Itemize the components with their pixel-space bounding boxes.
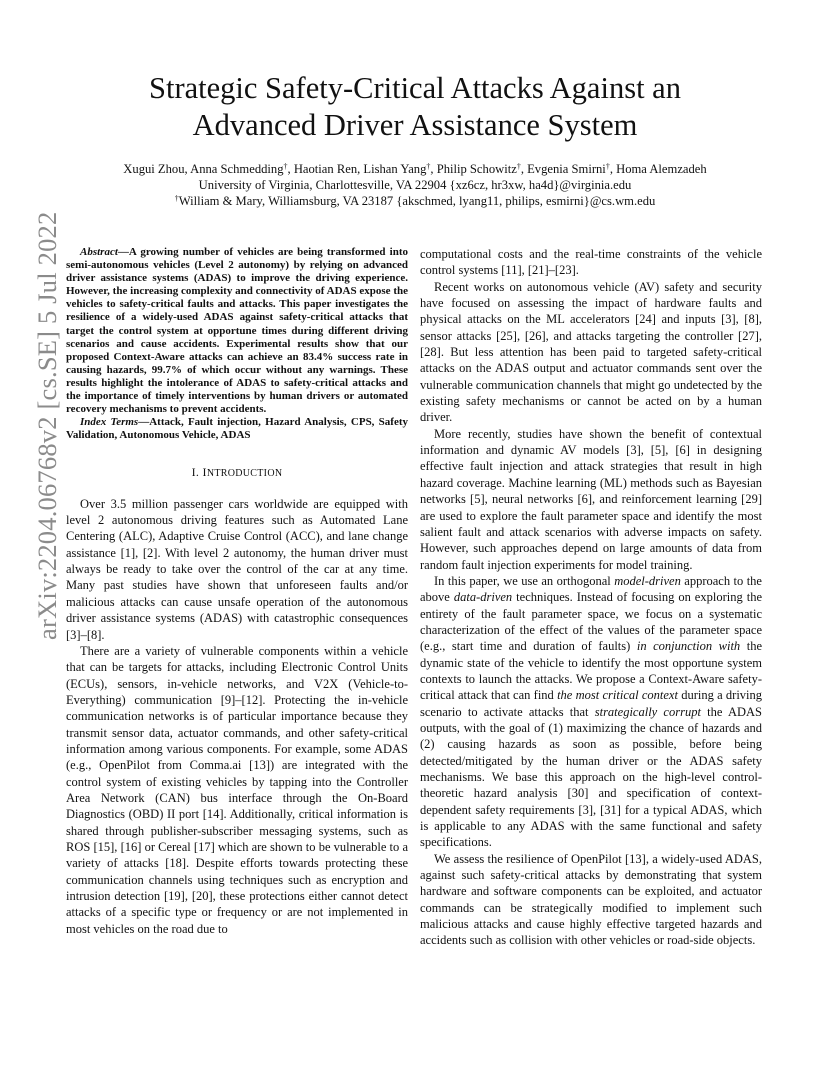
affiliation-wm (60, 193, 770, 209)
index-terms (66, 416, 408, 442)
abstract (66, 246, 408, 416)
left-column (66, 246, 408, 937)
abstract-lead: Abstract (80, 246, 118, 258)
author-group-1: Xugui Zhou, Anna Schmedding (123, 162, 284, 176)
author-group-3: , Philip Schowitz (430, 162, 517, 176)
dagger-mark: † (516, 162, 521, 171)
intro-paragraph-4: More recently, studies have shown the benefit of contextual information and dynamic AV models [3], [5], [6] in designing effective fault injection and attack strategies that result in high hazard coverage. Machine learning (ML) methods such as Bayesian networks [5], neural networks [6], and reinforcement learning [29] are used to explore the fault parameter space and identify the most salient fault and attack scenarios with adverse impacts on safety. However, such approaches depend on large amounts of data from random fault injection experiments for model training. (420, 426, 762, 572)
author-block (60, 161, 770, 209)
index-terms-body: —Attack, Fault injection, Hazard Analysis, CPS, Safety Validation, Autonomous Vehicle, ADAS (66, 416, 408, 442)
text-run: techniques. Instead of focusing on exploring the entirety of the fault parameter space, we focus on a systematic characterization of the effect of the values of the parameter space (e.g., start time and duration of faults) (420, 590, 762, 654)
right-column (420, 246, 762, 949)
author-group-4: , Evgenia Smirni (520, 162, 606, 176)
title-line-2: Advanced Driver Assistance System (192, 108, 638, 142)
section-title-initial: I (202, 465, 207, 480)
intro-paragraph-2: There are a variety of vulnerable components within a vehicle that can be targets for attacks, including Electronic Control Units (ECUs), sensors, in-vehicle networks, and V2X (Vehicle-to-Everything) communication [9]–[12]. Protecting the in-vehicle communication networks is of particular importance because they transmit sensor data, actuator commands, and other safety-critical information among various components. For example, some ADAS (e.g., OpenPilot from Comma.ai [13]) are integrated with the control system of existing vehicles by tapping into the Controller Area Network (CAN) bus interface through the On-Board Diagnostics (OBD) II port [14]. Additionally, critical information is shared through publisher-subscriber messaging systems, such as ROS [15], [16] or Cereal [17] which are shown to be vulnerable to a variety of attacks [18]. Despite efforts towards protecting these communication channels using techniques such as encryption and intrusion detection [19], [20], these protections either cannot detect attacks of a specific type or frequency or are not implemented in most vehicles on the road due to (66, 643, 408, 936)
emphasis-run: data-driven (453, 590, 513, 605)
section-heading-introduction (66, 464, 408, 482)
intro-paragraph-3: Recent works on autonomous vehicle (AV) safety and security have focused on assessing the impact of hardware faults and physical attacks on the ML accelerators [24] and inputs [3], [8], sensor attacks [25], [26], and attacks targeting the controller [27], [28]. But less attention has been paid to targeted safety-critical attacks on the ADAS output and actuator commands sent over the vulnerable communication channels that might go undetected by the existing safety mechanisms or cannot be acted on by a human driver. (420, 279, 762, 425)
text-run: approach to the above (420, 573, 762, 605)
dagger-mark: † (283, 162, 288, 171)
arxiv-side-label[interactable]: arXiv:2204.06768v2 [cs.SE] 5 Jul 2022 (32, 211, 62, 640)
dagger-mark: † (426, 162, 431, 171)
author-group-2: , Haotian Ren, Lishan Yang (287, 162, 427, 176)
emphasis-run: model-driven (614, 573, 681, 588)
section-number: I. (191, 465, 200, 480)
intro-paragraph-6: We assess the resilience of OpenPilot [13], a widely-used ADAS, against such safety-critical attacks by demonstrating that system hardware and software components can be exploited, and actuator commands can be strategically modified to implement such malicious attacks and cause highly effective targeted hazards and accidents such as collision with other vehicles or road-side objects. (420, 851, 762, 948)
intro-paragraph-1: Over 3.5 million passenger cars worldwide are equipped with level 2 autonomous driving features such as Automated Lane Centering (ALC), Adaptive Cruise Control (ACC), and lane change assistance [1], [2]. With level 2 autonomy, the human driver must always be ready to take over the control of the car at any time. Many past studies have shown that unforeseen faults and/or malicious attacks can cause unsafe operation of the autonomous driver assistance systems (ADAS) with catastrophic consequences [3]–[8]. (66, 496, 408, 642)
text-run: the ADAS outputs, with the goal of (1) maximizing the chance of hazards and (2) causing hazards as soon as possible, before being detected/mitigated by the human driver or the ADAS safety mechanisms. We base this approach on the high-level control-theoretic hazard analysis [30] and specification of context-dependent safety requirements [3], [31] for a typical ADAS, which is applicable to any ADAS with the same functional and safety specifications. (420, 704, 762, 850)
emphasis-run: in conjunction with (636, 639, 741, 654)
dagger-mark: † (605, 162, 610, 171)
paper-title (70, 70, 760, 144)
index-terms-lead: Index Terms (80, 416, 139, 429)
text-run: during a driving scenario to activate attacks that (420, 688, 763, 719)
emphasis-run: strategically corrupt (594, 704, 701, 719)
intro-paragraph-5 (420, 573, 762, 851)
author-names (60, 161, 770, 177)
dagger-mark: † (174, 194, 179, 203)
text-run: the dynamic state of the vehicle to identify the most opportune system contexts to launch the attacks. We propose a Context-Aware safety-critical attack that can find (420, 639, 762, 703)
text-run: In this paper, we use an orthogonal (434, 573, 615, 588)
emphasis-run: the most critical context (557, 688, 678, 703)
author-group-5: , Homa Alemzadeh (609, 162, 707, 176)
affiliation-wm-text: William & Mary, Williamsburg, VA 23187 {akschmed, lyang11, philips, esmirni}@cs.wm.edu (178, 194, 656, 208)
intro-paragraph-continued: computational costs and the real-time constraints of the vehicle control systems [11], [21]–[23]. (420, 247, 762, 278)
title-line-1: Strategic Safety-Critical Attacks Against an (149, 71, 681, 105)
affiliation-uva: University of Virginia, Charlottesville, VA 22904 {xz6cz, hr3xw, ha4d}@virginia.edu (198, 178, 632, 192)
section-title-rest: NTRODUCTION (206, 468, 283, 480)
abstract-body: —A growing number of vehicles are being transformed into semi-autonomous vehicles (Level 2 autonomy) by relying on advanced driver assistance systems (ADAS) to improve the driving experience. However, the increasing complexity and connectivity of ADAS expose the vehicles to safety-critical faults and attacks. This paper investigates the resilience of a widely-used ADAS against safety-critical attacks that target the control system at opportune times during different driving scenarios and cause accidents. Experimental results show that our proposed Context-Aware attacks can achieve an 83.4% success rate in causing hazards, 99.7% of which occur without any warnings. These results highlight the intolerance of ADAS to safety-critical attacks and the importance of timely interventions by human drivers or automated recovery mechanisms to prevent accidents. (66, 246, 408, 416)
